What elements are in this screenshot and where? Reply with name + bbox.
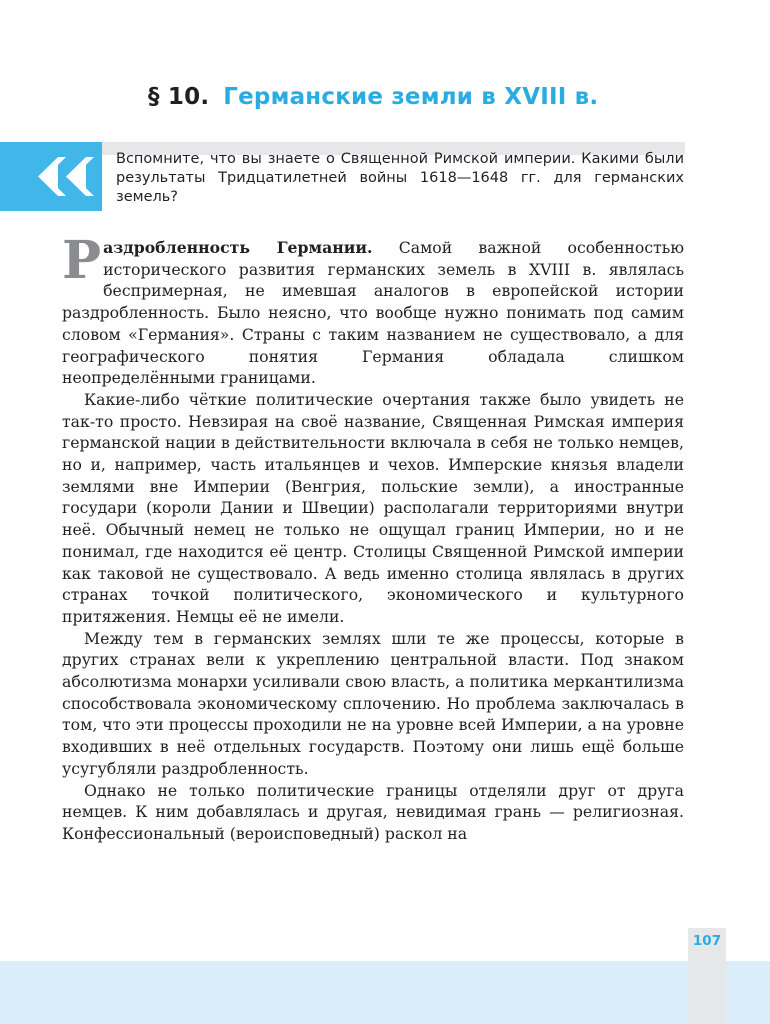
recall-question: Вспомните, что вы знаете о Священной Римской империи. Какими были результаты Тридцатилетней войны 1618—1648 гг. для германских земель? [116,151,684,205]
section-heading [148,84,598,110]
section-title: Германские земли в XVIII в. [223,84,599,110]
paragraph-4: Однако не только политические границы отделяли друг от друга немцев. К ним добавлялась и другая, невидимая грань — религиозная. Конфессиональный (вероисповедный) раскол на [62,780,684,843]
paragraph-1-text: Самой важной особенностью исторического развития германских земель в XVIII в. являлась беспримерная, не имевшая аналогов в европейской истории раздробленность. Было неясно, что вообще нужно понимать под самим словом «Германия». Страны с таким названием не существовало, а для географического понятия Германия обладала слишком неопределёнными границами. [62,238,684,388]
recall-marker [0,142,102,211]
drop-cap: Р [62,230,102,291]
footer-band [0,961,770,1024]
section-number: § 10. [148,84,210,110]
paragraph-2: Какие-либо чёткие политические очертания также было увидеть не так-то просто. Невзирая на своё название, Священная Римская империя германской нации в действительности включала в себя не только немцев, но и, например, часть итальянцев и чехов. Имперские князья владели землями вне Империи (Венгрия, польские земли), а иностранные государи (короли Дании и Швеции) располагали территориями внутри неё. Обычный немец не только не ощущал границ Империи, но и не понимал, где находится её центр. Столицы Священной Римской империи как таковой не существовало. А ведь именно столица являлась в других странах точкой политического, экономического и культурного притяжения. Немцы её не имели. [62,389,684,626]
rewind-arrows-icon [0,142,102,211]
page-number: 107 [692,933,722,949]
main-text [62,230,684,845]
subheading-runin: аздробленность Германии. [103,238,373,257]
paragraph-1 [62,230,684,389]
paragraph-3: Между тем в германских землях шли те же процессы, которые в других странах вели к укреплению центральной власти. Под знаком абсолютизма монархи усиливали свою власть, а политика меркантилизма способствовала экономическому сплочению. Но проблема заключалась в том, что эти процессы проходили не на уровне всей Империи, а на уровне входивших в неё отдельных государств. Поэтому они лишь ещё больше усугубляли раздробленность. [62,628,684,778]
